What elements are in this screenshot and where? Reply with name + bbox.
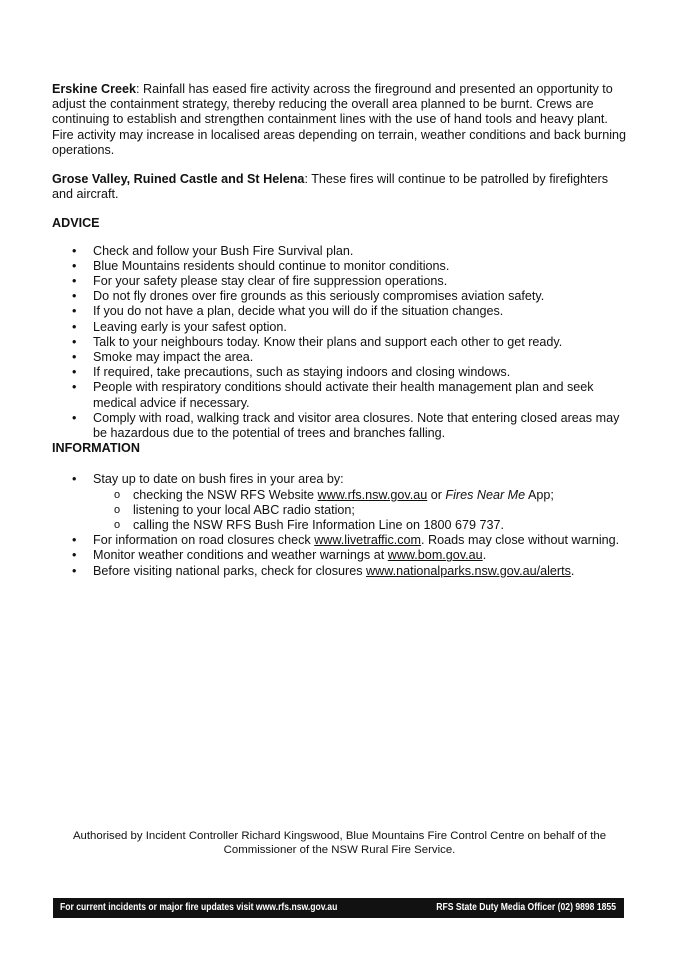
grose-valley-text: : These fires will continue to be patrolled by firefighters and aircraft. bbox=[52, 172, 609, 202]
grose-valley-paragraph bbox=[52, 172, 632, 202]
rfs-website-link[interactable]: www.rfs.nsw.gov.au bbox=[317, 487, 428, 502]
footer-media-officer-text: RFS State Duty Media Officer (02) 9898 1855 bbox=[436, 902, 616, 913]
document-body bbox=[52, 82, 632, 579]
advice-item: • People with respiratory conditions should activate their health management plan and seek medical advice if necessary. bbox=[52, 380, 632, 410]
erskine-creek-text: : Rainfall has eased fire activity across the fireground and presented an opportunity to adjust the containment strategy, thereby reducing the overall area planned to be burnt. Crews are continuing to establish and strengthen containment lines with the use of hand tools and heavy plant. Fire activity may increase in localised areas depending on terrain, weather conditions and back burning operations. bbox=[52, 82, 627, 157]
advice-item: • Do not fly drones over fire grounds as this seriously compromises aviation safety. bbox=[52, 289, 632, 304]
info-text: Before visiting national parks, check for closures bbox=[93, 563, 366, 578]
authorisation-statement bbox=[40, 829, 639, 857]
information-list bbox=[52, 472, 632, 578]
bom-link[interactable]: www.bom.gov.au bbox=[387, 548, 483, 563]
advice-item: • If you do not have a plan, decide what you will do if the situation changes. bbox=[52, 304, 632, 319]
info-sub-text: checking the NSW RFS Website bbox=[133, 487, 318, 502]
authorisation-line: Authorised by Incident Controller Richard Kingswood, Blue Mountains Fire Control Centre on behalf of the bbox=[72, 830, 607, 842]
advice-item: • Comply with road, walking track and visitor area closures. Note that entering closed areas may be hazardous due to the potential of trees and branches falling. bbox=[52, 411, 632, 441]
footer-updates-text: For current incidents or major fire updates visit www.rfs.nsw.gov.au bbox=[60, 902, 338, 913]
erskine-creek-paragraph bbox=[52, 82, 632, 158]
grose-valley-title: Grose Valley, Ruined Castle and St Helena bbox=[52, 172, 305, 187]
fires-near-me-text: Fires Near Me bbox=[445, 487, 526, 502]
info-text: . bbox=[570, 563, 575, 578]
advice-item: • Leaving early is your safest option. bbox=[52, 320, 632, 335]
info-item-national-parks bbox=[52, 564, 632, 579]
info-text: For information on road closures check bbox=[93, 533, 315, 548]
advice-list bbox=[52, 244, 632, 442]
info-item-stay-up-to-date bbox=[52, 472, 632, 533]
info-item-road-closures bbox=[52, 533, 632, 548]
info-sub-item-phone: o calling the NSW RFS Bush Fire Information Line on 1800 679 737. bbox=[52, 518, 632, 533]
advice-item: • Check and follow your Bush Fire Survival plan. bbox=[52, 244, 632, 259]
footer-bar bbox=[53, 898, 624, 918]
info-item-weather bbox=[52, 548, 632, 563]
info-text: . bbox=[482, 548, 487, 563]
advice-heading: ADVICE bbox=[52, 216, 100, 231]
info-sub-text: or bbox=[427, 487, 446, 502]
info-stay-up-text: Stay up to date on bush fires in your area by: bbox=[93, 472, 344, 487]
advice-item: • If required, take precautions, such as staying indoors and closing windows. bbox=[52, 365, 632, 380]
authorisation-line: Commissioner of the NSW Rural Fire Service. bbox=[223, 844, 456, 856]
advice-item: • Blue Mountains residents should continue to monitor conditions. bbox=[52, 259, 632, 274]
advice-item: • For your safety please stay clear of fire suppression operations. bbox=[52, 274, 632, 289]
advice-item: • Smoke may impact the area. bbox=[52, 350, 632, 365]
information-heading: INFORMATION bbox=[52, 441, 140, 456]
erskine-creek-title: Erskine Creek bbox=[52, 82, 137, 96]
advice-item: • Talk to your neighbours today. Know their plans and support each other to get ready. bbox=[52, 335, 632, 350]
national-parks-link[interactable]: www.nationalparks.nsw.gov.au/alerts bbox=[366, 563, 571, 578]
livetraffic-link[interactable]: www.livetraffic.com bbox=[314, 533, 422, 548]
info-sub-item-radio: o listening to your local ABC radio station; bbox=[52, 503, 632, 518]
info-sub-text: App; bbox=[525, 487, 554, 502]
info-text: Monitor weather conditions and weather warnings at bbox=[93, 548, 388, 563]
info-sub-list bbox=[93, 488, 632, 534]
info-text: . Roads may close without warning. bbox=[421, 533, 620, 548]
info-sub-item-website bbox=[52, 488, 632, 503]
